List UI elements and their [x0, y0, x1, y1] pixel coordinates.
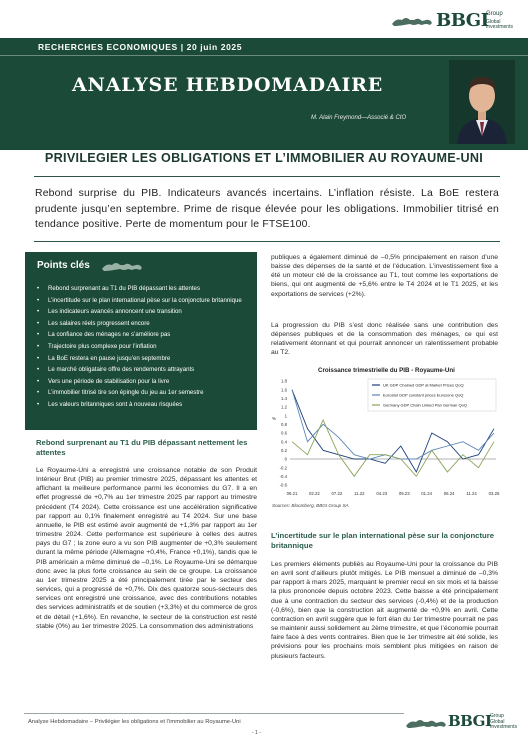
right-paragraph-2: La progression du PIB s’est donc réalisée sans une contribution des dépenses publiques et de la consommation des ménages, ce qui est relativement étonnant et qui pourrait annoncer un ralentissement probable au T2. — [271, 322, 498, 357]
y-tick-label: -0.2 — [279, 465, 287, 471]
x-tick-label: 04.23 — [376, 491, 388, 496]
y-tick-label: 0.6 — [281, 430, 287, 436]
series-line-3 — [292, 420, 494, 476]
x-tick-label: 02.22 — [309, 491, 320, 496]
y-axis-label: % — [272, 416, 277, 421]
intro-summary: Rebond surprise du PIB. Indicateurs avancés incertains. L’inflation résiste. La BoE restera prudente jusqu’en septembre. Prime de risque élevée pour les obligations. Immobilier titrisé en tendance positive. Perte de momentum pour le FTSE100. — [35, 188, 499, 230]
key-point-item: • La BoE restera en pause jusqu’en septembre — [36, 353, 254, 365]
brand-sub-group: Group — [486, 11, 503, 17]
legend-label: UK GDP Chained GDP at Market Prices QoQ — [383, 382, 464, 388]
key-point-item: • Trajectoire plus complexe pour l’inflation — [36, 341, 254, 353]
header-divider — [0, 55, 528, 56]
key-point-item: • Les valeurs britanniques sont à nouveau risquées — [36, 399, 254, 411]
bull-bear-icon — [390, 14, 434, 28]
footer-divider — [24, 713, 404, 714]
x-tick-label: 11.22 — [354, 491, 365, 496]
key-point-item: • Le marché obligataire offre des rendements attrayants — [36, 364, 254, 376]
footer-brand-sub-investments: Investments — [490, 724, 517, 730]
x-tick-label: 09.21 — [286, 491, 298, 496]
bull-bear-icon — [404, 716, 448, 730]
legend-label: Eurostat GDP constant prices Eurozone QoQ — [383, 392, 464, 398]
legend-label: Germany GDP Chain Linked Pan German QoQ — [383, 402, 467, 408]
y-tick-label: 0.2 — [281, 447, 287, 453]
brand-sub-global: Global — [486, 19, 501, 25]
footer-brand-logo — [404, 712, 522, 734]
x-tick-label: 09.23 — [398, 491, 410, 496]
footer-text: Analyse Hebdomadaire – Privilégier les obligations et l’immobilier au Royaume-Uni — [28, 719, 241, 725]
right-paragraph-3: Les premiers éléments publiés au Royaume-Uni pour la croissance du PIB en avril sont d’ailleurs plutôt mitigés. Le PIB mensuel a diminué de –0,3% par rapport à mars 2025, marquant le premier recul en six mois et la baisse la plus prononcée depuis octobre 2023. Cette baisse a été principalement due à une contraction du secteur des services (-0,4%) et de la production (-0,6%), bien que la construction ait augmenté de +0,9% en avril. Cette contraction en avril suggère que le fort élan du 1er trimestre pourrait ne pas se maintenir aussi solidement au 2ème trimestre, et que l’économie pourrait faire face à des vents contraires. Bien que le 1er trimestre ait été solide, les prévisions pour les prochains mois semblent plus mitigées en raison de plusieurs facteurs. — [271, 561, 498, 660]
y-tick-label: -0.6 — [279, 482, 287, 488]
section-heading-2: L’incertitude sur le plan international pèse sur la conjoncture britannique — [271, 531, 494, 550]
footer-brand-sub-global: Global — [490, 719, 505, 725]
headline-divider-top — [34, 176, 500, 177]
brand-name: BBGI — [436, 10, 489, 31]
chart-source: Sources: Bloomberg, BBGI Group SA — [272, 503, 349, 508]
y-tick-label: 1 — [284, 413, 287, 419]
key-point-item: • La confiance des ménages ne s’améliore pas — [36, 329, 254, 341]
x-tick-label: 01.24 — [421, 491, 433, 496]
key-point-item: • Rebond surprenant au T1 du PIB dépassant les attentes — [36, 283, 254, 295]
key-point-item: • L’incertitude sur le plan international pèse sur la conjoncture britannique — [36, 295, 254, 307]
key-point-item: • Vers une période de stabilisation pour la livre — [36, 376, 254, 388]
x-tick-label: 03.25 — [488, 491, 500, 496]
y-tick-label: 1.6 — [281, 387, 287, 393]
key-point-item: • Les salaires réels progressent encore — [36, 318, 254, 330]
x-tick-label: 11.24 — [466, 491, 477, 496]
bull-bear-icon — [100, 259, 144, 273]
y-tick-label: 1.4 — [281, 395, 287, 401]
section-heading: Rebond surprenant au T1 du PIB dépassant nettement les attentes — [36, 438, 248, 457]
main-headline: PRIVILEGIER LES OBLIGATIONS ET L’IMMOBILIER AU ROYAUME-UNI — [44, 151, 484, 165]
footer-brand-name: BBGI — [448, 712, 492, 730]
y-tick-label: 0.4 — [281, 439, 287, 445]
gdp-growth-chart — [268, 375, 504, 503]
chart-title: Croissance trimestrielle du PIB - Royaume-Uni — [318, 367, 455, 374]
page-number: - 1 - — [252, 730, 261, 736]
x-tick-label: 06.24 — [443, 491, 455, 496]
key-point-item: • Les indicateurs avancés annoncent une transition — [36, 306, 254, 318]
key-point-item: • L’immobilier titrisé tire son épingle du jeu au 1er semestre — [36, 387, 254, 399]
y-tick-label: 1.2 — [281, 404, 287, 410]
intro-divider-bottom — [34, 241, 500, 242]
author-line: M. Alain Freymond—Associé & CIO — [311, 115, 407, 121]
brand-logo — [390, 10, 520, 34]
key-points-list — [36, 283, 254, 411]
header-category-date: RECHERCHES ECONOMIQUES | 20 juin 2025 — [38, 42, 243, 52]
footer-brand-sub-group: Group — [490, 713, 504, 719]
author-photo — [449, 60, 515, 144]
brand-sub-investments: Investments — [486, 24, 513, 30]
right-paragraph-1: publiques a également diminué de –0,5% principalement en raison d’une baisse des dépenses de la santé et de l’éducation. L’investissement fixe a été un moteur clé de la croissance au T1, tout comme les exportations de biens, qui ont augmenté de +5,6% entre le T4 2024 et le T1 2025, et les exportations de services (+2%). — [271, 254, 498, 298]
key-points-title: Points clés — [37, 260, 90, 271]
y-tick-label: 0 — [284, 456, 287, 462]
y-tick-label: 0.8 — [281, 421, 287, 427]
y-tick-label: 1.8 — [281, 378, 287, 384]
y-tick-label: -0.4 — [279, 473, 287, 479]
page-title: ANALYSE HEBDOMADAIRE — [72, 74, 384, 96]
x-tick-label: 07.22 — [331, 491, 343, 496]
section-paragraph: Le Royaume-Uni a enregistré une croissance notable de son Produit Intérieur Brut (PIB) au premier trimestre 2025, dépassant les attentes et affichant la meilleure performance parmi les économies du G7. Il a en effet progressé de +0,7% au 1er trimestre 2025 par rapport au trimestre précédent (T4 2024). Cette croissance est une accélération significative par rapport au 0,1% finalement enregistré au T4 2024. Sur une base annuelle, le PIB est estimé avoir augmenté de +1,3% par rapport au 1er trimestre 2024. Cette performance est supérieure à celles des autres pays du G7 ; la zone euro a vu son PIB augmenter de +0,3% seulement durant la même période (Allemagne +0,4%, France +0,1%), tandis que le PIB américain a même diminué de –0,1%. Le Royaume-Uni se démarque donc avec la plus forte croissance au sein de ce groupe. La croissance au 1er trimestre 2025 a été principalement tirée par le secteur des services, qui a progressé de +0,7%. Dix des quatorze sous-secteurs des services ont enregistré une croissance, avec des contributions notables des services administratifs et de soutien (+3,3%) et du commerce de gros et de détail (+1,6%). En revanche, le secteur de la construction est resté stable (0%) au 1er trimestre 2025. La consommation des administrations — [36, 467, 257, 630]
